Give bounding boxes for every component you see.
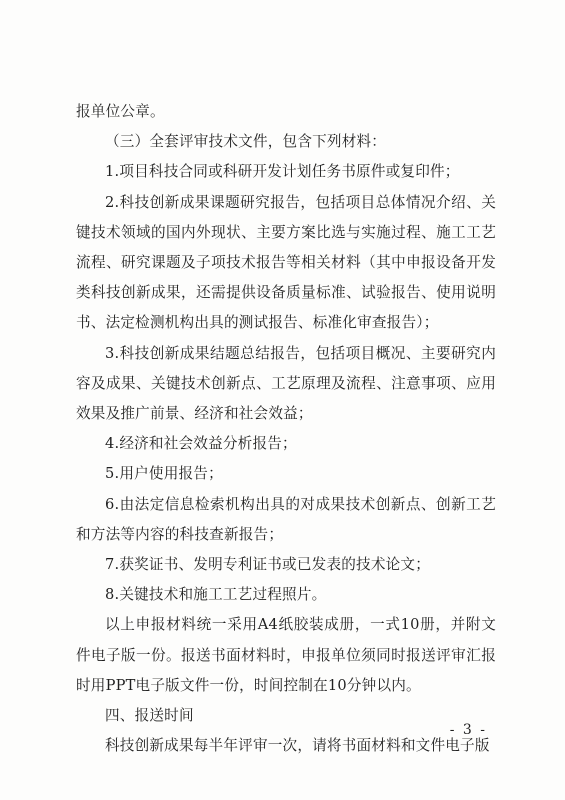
paragraph-binding-requirements: 以上申报材料统一采用A4纸胶装成册，一式10册，并附文件电子版一份。报送书面材料时，申报单位须同时报送评审汇报时用PPT电子版文件一份，时间控制在10分钟以内。 — [76, 616, 496, 694]
list-item-7: 7.获奖证书、发明专利证书或已发表的技术论文； — [105, 556, 430, 574]
list-item-5: 5.用户使用报告； — [105, 465, 223, 483]
document-body — [76, 97, 496, 761]
list-item-8: 8.关键技术和施工工艺过程照片。 — [105, 586, 327, 604]
section-heading-submission-time: 四、报送时间 — [105, 707, 194, 725]
list-item-1: 1.项目科技合同或科研开发计划任务书原件或复印件； — [105, 163, 460, 181]
list-item-3: 3.科技创新成果结题总结报告，包括项目概况、主要研究内容及成果、关键技术创新点、工艺原理及流程、注意事项、应用效果及推广前景、经济和社会效益； — [76, 344, 496, 423]
paragraph-seal-continuation: 报单位公章。 — [76, 103, 165, 120]
paragraph-section-three-intro: （三）全套评审技术文件，包含下列材料： — [105, 133, 387, 151]
list-item-6: 6.由法定信息检索机构出具的对成果技术创新点、创新工艺和方法等内容的科技查新报告； — [76, 495, 496, 543]
paragraph-submission-schedule: 科技创新成果每半年评审一次，请将书面材料和文件电子版 — [105, 737, 490, 755]
list-item-2: 2.科技创新成果课题研究报告，包括项目总体情况介绍、关键技术领域的国内外现状、主要方案比选与实施过程、施工工艺流程、研究课题及子项技术报告等相关材料（其中申报设备开发类科技创新成果，还需提供设备质量标准、试验报告、使用说明书、法定检测机构出具的测试报告、标准化审查报告）； — [76, 193, 496, 332]
page-number: - 3 - — [449, 722, 487, 738]
list-item-4: 4.经济和社会效益分析报告； — [105, 435, 297, 453]
